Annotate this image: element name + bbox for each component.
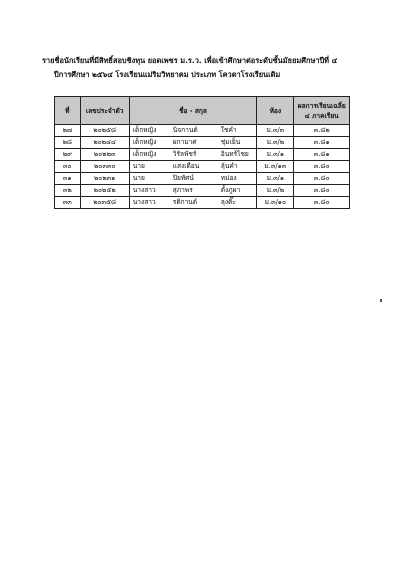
- cell-name: [129, 185, 256, 197]
- cell-student-id: ๒๐๒๔๔: [80, 137, 129, 149]
- cell-room: ม.๓/๒: [257, 185, 294, 197]
- name-first: ผกามาศ: [172, 138, 197, 146]
- table-row: [55, 149, 350, 161]
- cell-student-id: ๒๐๓๓๐: [80, 161, 129, 173]
- name-last: ชุ่มเย็น: [220, 138, 241, 146]
- cell-name: [129, 125, 256, 137]
- cell-student-id: ๒๐๒๓๑: [80, 173, 129, 185]
- cell-no: ๓๓: [55, 197, 81, 209]
- cell-gpa: ๓.๘๐: [294, 197, 350, 209]
- scan-speck: [380, 299, 382, 302]
- header-row: [55, 97, 350, 125]
- header-gpa-line-1: ผลการเรียนเฉลี่ย: [297, 101, 346, 110]
- name-last: ลุงคิ๊ะ: [220, 198, 236, 206]
- name-first: สุภาพร: [172, 186, 193, 194]
- table-row: [55, 173, 350, 185]
- table-row: [55, 185, 350, 197]
- cell-no: ๒๗: [55, 125, 81, 137]
- cell-gpa: ๓.๘๐: [294, 173, 350, 185]
- name-first: ปิยทัศน์: [172, 174, 194, 182]
- header-gpa: [294, 97, 350, 125]
- table-row: [55, 197, 350, 209]
- cell-name: [129, 161, 256, 173]
- name-first: รติกานต์: [172, 198, 198, 206]
- cell-name: [129, 197, 256, 209]
- cell-gpa: ๓.๘๑: [294, 137, 350, 149]
- table-header: [55, 97, 350, 125]
- cell-no: ๓๐: [55, 161, 81, 173]
- cell-room: ม.๓/๒: [257, 137, 294, 149]
- name-last: ใชคำ: [220, 126, 237, 134]
- cell-room: ม.๓/๓: [257, 125, 294, 137]
- cell-gpa: ๓.๘๒: [294, 125, 350, 137]
- name-prefix: เด็กหญิง: [132, 150, 157, 158]
- cell-name: [129, 173, 256, 185]
- name-last: อินทร์ไชย: [220, 150, 249, 158]
- table-row: [55, 161, 350, 173]
- student-list-table: [54, 96, 350, 209]
- cell-student-id: ๒๐๒๕๘: [80, 125, 129, 137]
- table-row: [55, 137, 350, 149]
- cell-room: ม.๓/๑: [257, 173, 294, 185]
- cell-name: [129, 149, 256, 161]
- cell-room: ม.๓/๑๓: [257, 161, 294, 173]
- name-first: นิจกานต์: [172, 126, 198, 134]
- header-name: ชื่อ - สกุล: [129, 97, 256, 125]
- header-no: ที่: [55, 97, 81, 125]
- cell-no: ๒๙: [55, 149, 81, 161]
- name-prefix: นาย: [132, 162, 145, 170]
- table-body: [55, 125, 350, 209]
- cell-student-id: ๒๐๒๕๒: [80, 185, 129, 197]
- name-first: วิรัลพัชร์: [172, 150, 197, 158]
- name-prefix: นางสาว: [132, 198, 156, 206]
- name-first: แสงเตือน: [172, 162, 200, 170]
- name-prefix: นาย: [132, 174, 145, 182]
- cell-no: ๓๑: [55, 173, 81, 185]
- title-line-2: ปีการศึกษา ๒๕๖๔ โรงเรียนแม่ริมวิทยาคม ประเภท โควตาโรงเรียนเดิม: [54, 70, 281, 79]
- cell-student-id: ๒๐๒๒๓: [80, 149, 129, 161]
- header-student-id: เลขประจำตัว: [80, 97, 129, 125]
- cell-room: ม.๓/๑๐: [257, 197, 294, 209]
- cell-name: [129, 137, 256, 149]
- title-line-1: รายชื่อนักเรียนที่มีสิทธิ์สอบชิงทุน ยอดเพชร ม.ร.ว. เพื่อเข้าศึกษาต่อระดับชั้นมัธยมศึกษาปีที่ ๔: [42, 56, 338, 65]
- name-prefix: เด็กหญิง: [132, 126, 157, 134]
- cell-room: ม.๓/๑: [257, 149, 294, 161]
- cell-gpa: ๓.๘๐: [294, 185, 350, 197]
- name-last: ลุ้นคำ: [220, 162, 238, 170]
- cell-gpa: ๓.๘๐: [294, 161, 350, 173]
- document-title: [40, 54, 370, 82]
- name-prefix: นางสาว: [132, 186, 156, 194]
- cell-no: ๒๘: [55, 137, 81, 149]
- table-row: [55, 125, 350, 137]
- name-prefix: เด็กหญิง: [132, 138, 157, 146]
- name-last: ตั้งภูผา: [220, 186, 241, 194]
- name-last: หม่อง: [220, 174, 237, 182]
- cell-no: ๓๒: [55, 185, 81, 197]
- header-gpa-line-2: ๔ ภาคเรียน: [304, 111, 339, 120]
- cell-student-id: ๒๐๓๕๘: [80, 197, 129, 209]
- cell-gpa: ๓.๘๑: [294, 149, 350, 161]
- header-room: ห้อง: [257, 97, 294, 125]
